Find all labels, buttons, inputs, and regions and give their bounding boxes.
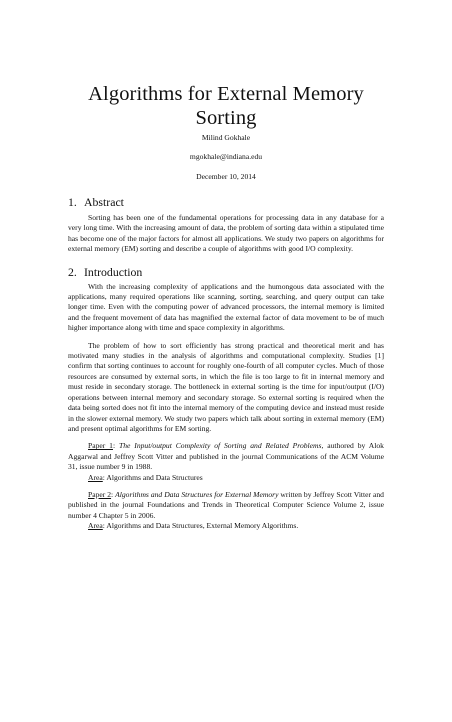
abstract-heading-text: Abstract <box>84 195 124 209</box>
abstract-heading <box>68 195 384 209</box>
introduction-paragraph-1: With the increasing complexity of applications and the humongous data associated with the applications, many required operations like scanning, sorting, searching, and query output can take longer time. Even with the computing power of advanced processors, the internal memory is limited and the frequent movement of data has magnified the external factor of data movement to be of much higher importance along with time and space complexity in algorithms. <box>68 281 384 333</box>
paper-1-title: The Input/output Complexity of Sorting and Related Problems <box>119 441 322 451</box>
paper-1-area <box>68 473 384 483</box>
introduction-heading-text: Introduction <box>84 264 143 279</box>
abstract-number: 1. <box>68 195 77 209</box>
document-page <box>0 82 452 722</box>
paper-2-label: Paper 2 <box>88 489 112 499</box>
paper-date: December 10, 2014 <box>196 172 256 181</box>
paper-2-area-label: Area <box>88 521 103 531</box>
paper-2-area-value: : Algorithms and Data Structures, External Memory Algorithms. <box>102 521 299 531</box>
abstract-text: Sorting has been one of the fundamental operations for processing data in any database for a very long time. With the increasing amount of data, the problem of sorting data within a stipulated time has become one of the major factors for almost all applications. We study two papers on algorithms for external memory (EM) sorting and describe a couple of algorithms with good I/O complexity. <box>68 213 384 254</box>
paper-1-area-label: Area <box>88 472 103 482</box>
paper-1-label: Paper 1 <box>88 441 113 451</box>
paper-2-title: Algorithms and Data Structures for External Memory <box>115 489 279 499</box>
introduction-number: 2. <box>68 264 77 279</box>
paper-2-area <box>68 521 384 531</box>
paper-1-citation: Paper 1: The Input/output Complexity of Sorting and Related Problems, authored by Alok Aggarwal and Jeffrey Scott Vitter and published in the journal Communications of the ACM Volume 31, issue number 9 in 1988. <box>68 441 384 472</box>
introduction-paragraph-2: The problem of how to sort efficiently has strong practical and theoretical merit and has motivated many studies in the analysis of algorithms and computational complexity. Studies [1] confirm that sorting continues to account for roughly one-fourth of all computer cycles. Much of those resources are consumed by external sorts, in which the file is too large to fit in internal memory and must reside in secondary storage. The bottleneck in external sorting is the time for input/output (I/O) operations between internal memory and secondary storage. So external sorting is required when the data being sorted does not fit into the internal memory of the computing device and instead must reside in the slower external memory. We study two papers which talk about sorting in external memory (EM) and present optimal algorithms for EM sorting. <box>68 340 384 433</box>
paper-2-citation: Paper 2: Algorithms and Data Structures for External Memory written by Jeffrey Scott Vitter and published in the journal Foundations and Trends in Theoretical Computer Science Volume 2, issue number 4 Chapter 5 in 2006. <box>68 489 384 520</box>
paper-author: Milind Gokhale <box>201 133 251 142</box>
paper-title: Algorithms for External Memory Sorting <box>88 83 364 129</box>
author-email: mgokhale@indiana.edu <box>189 152 263 161</box>
paper-1-area-value: : Algorithms and Data Structures <box>102 472 203 482</box>
paper-2-details: written by Jeffrey Scott Vitter and published in the journal Foundations and Trends in Theoretical Computer Science Volume 2, issue number 4 Chapter 5 in 2006. <box>68 489 384 520</box>
introduction-heading <box>68 265 384 279</box>
paper-1-details: , authored by Alok Aggarwal and Jeffrey Scott Vitter and published in the journal Communications of the ACM Volume 31, issue number 9 in 1988. <box>68 441 384 472</box>
